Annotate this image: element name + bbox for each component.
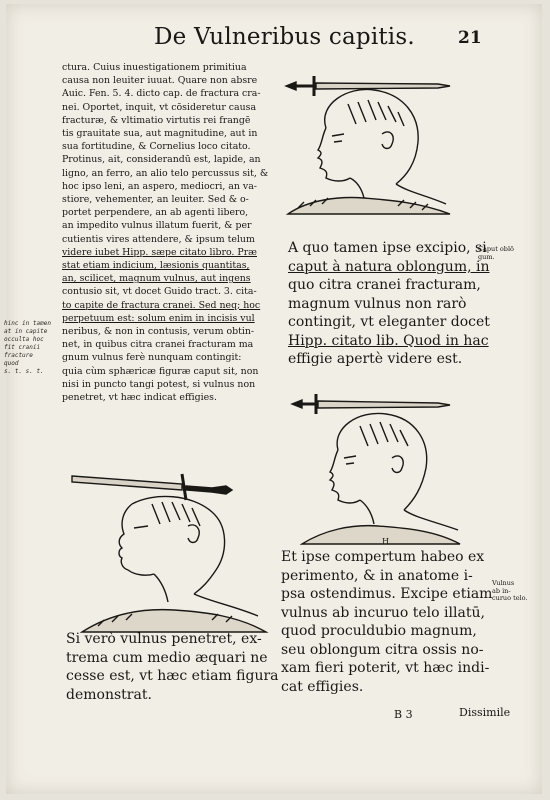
woodcut-head-sword-bottom	[62, 464, 272, 634]
woodcut-head-sword-middle	[288, 384, 468, 549]
text-line: vulnus ab incuruo telo illatū,	[281, 604, 485, 621]
text-line: videre iubet Hipp. sæpe citato libro. Præ	[62, 246, 257, 258]
margin-note-incuruo-telo	[492, 580, 528, 603]
marginalia-line: occulta hoc	[4, 336, 44, 343]
margin-note-line: Caput oblō	[478, 245, 514, 253]
text-block-caput-oblongum	[288, 239, 490, 369]
text-line: nei. Oportet, inquit, vt cōsideretur causa	[62, 101, 257, 113]
text-line: psa ostendimus. Excipe etiam	[281, 586, 493, 602]
text-line: demonstrat.	[66, 686, 152, 703]
text-line: magnum vulnus non rarò	[288, 295, 467, 312]
text-block-incuruo-telo	[281, 548, 492, 696]
text-line: perimento, & in anatome i-	[281, 567, 473, 584]
text-line: Auic. Fen. 5. 4. dicto cap. de fractura cra-	[62, 88, 261, 100]
text-line: portet perpendere, an ab agenti libero,	[62, 207, 249, 219]
marginalia-line: hinc in tamen	[4, 320, 51, 327]
text-line: neribus, & non in contusis, verum obtin-	[62, 326, 255, 338]
text-line: trema cum medio æquari ne	[66, 649, 268, 666]
text-line: stat etiam indicium, læsionis quantitas,	[62, 260, 250, 272]
text-line: contingit, vt eleganter docet	[288, 314, 490, 330]
text-line: seu oblongum citra ossis no-	[281, 641, 484, 658]
woodcut-head-sword-top	[278, 64, 458, 229]
text-line: an impedito vulnus illatum fuerit, & per	[62, 220, 252, 232]
catchword: Dissimile	[459, 706, 511, 719]
text-line: to capite de fractura cranei. Sed neq; hoc	[62, 299, 261, 311]
text-line: perpetuum est: solum enim in incisis vul	[62, 312, 255, 324]
text-line: quo citra cranei fracturam,	[288, 277, 481, 293]
text-line: stiore, vehementer, an leuiter. Sed & o-	[62, 194, 249, 206]
text-line: quod proculdubio magnum,	[281, 623, 477, 639]
text-line: Et ipse compertum habeo ex	[281, 549, 485, 565]
text-line: Si verò vulnus penetret, ex-	[66, 631, 262, 647]
text-line: ligno, an ferro, an alio telo percussus sit, &	[62, 167, 269, 179]
marginalia-line: s. t. s. t.	[4, 368, 44, 375]
text-line: ctura. Cuius inuestigationem primitiua	[62, 62, 247, 73]
text-line: Hipp. citato lib. Quod in hac	[288, 332, 489, 349]
signature-mark: B 3	[394, 708, 413, 721]
text-block-penetret	[66, 630, 279, 704]
text-line: A quo tamen ipse excipio, si	[288, 240, 487, 256]
running-title: De Vulneribus capitis.	[154, 24, 415, 50]
text-line: causa non leuiter iuuat. Quare non absre	[62, 75, 258, 87]
marginalia-line: quod	[4, 360, 19, 367]
text-line: xam fieri poterit, vt hæc indi-	[281, 660, 490, 676]
text-line: caput à natura oblongum, in	[288, 258, 490, 275]
left-text-column	[62, 61, 276, 404]
margin-note-line: Vulnus	[492, 579, 515, 587]
text-line: Protinus, ait, considerandū est, lapide, an	[62, 154, 261, 166]
text-line: cesse est, vt hæc etiam figura	[66, 668, 279, 684]
text-line: nisi in puncto tangi potest, si vulnus non	[62, 378, 256, 390]
marginalia-line: fit cranii	[4, 344, 41, 351]
text-line: penetret, vt hæc indicat effigies.	[62, 392, 217, 404]
figure-letter: H	[382, 537, 389, 546]
text-line: cutientis vires attendere, & ipsum telum	[62, 233, 255, 245]
marginalia-line: fracture	[4, 352, 33, 359]
text-line: contusio sit, vt docet Guido tract. 3. cita-	[62, 286, 257, 298]
text-line: net, in quibus citra cranei fracturam ma	[62, 339, 254, 351]
margin-note-line: ab in-	[492, 586, 511, 595]
text-line: quia cùm sphæricæ figuræ caput sit, non	[62, 365, 259, 377]
page-number: 21	[458, 28, 482, 48]
text-line: hoc ipso leni, an aspero, mediocri, an va-	[62, 180, 257, 192]
marginalia-line: at in capite	[4, 328, 48, 335]
text-line: effigie apertè videre est.	[288, 351, 463, 367]
text-line: cat effigies.	[281, 678, 364, 695]
margin-note-line: gum.	[478, 252, 495, 261]
manuscript-marginalia	[4, 320, 51, 376]
margin-note-line: curuo telo.	[492, 594, 528, 602]
text-line: tis grauitate sua, aut magnitudine, aut in	[62, 128, 258, 140]
text-line: sua fortitudine, & Cornelius loco citato.	[62, 141, 251, 153]
text-line: fracturæ, & vltimatio virtutis rei frangē	[62, 114, 251, 126]
text-line: gnum vulnus ferè nunquam contingit:	[62, 352, 242, 364]
book-page	[6, 4, 542, 794]
text-line: an, scilicet, magnum vulnus, aut ingens	[62, 273, 251, 285]
margin-note-caput-oblongum	[478, 246, 514, 261]
